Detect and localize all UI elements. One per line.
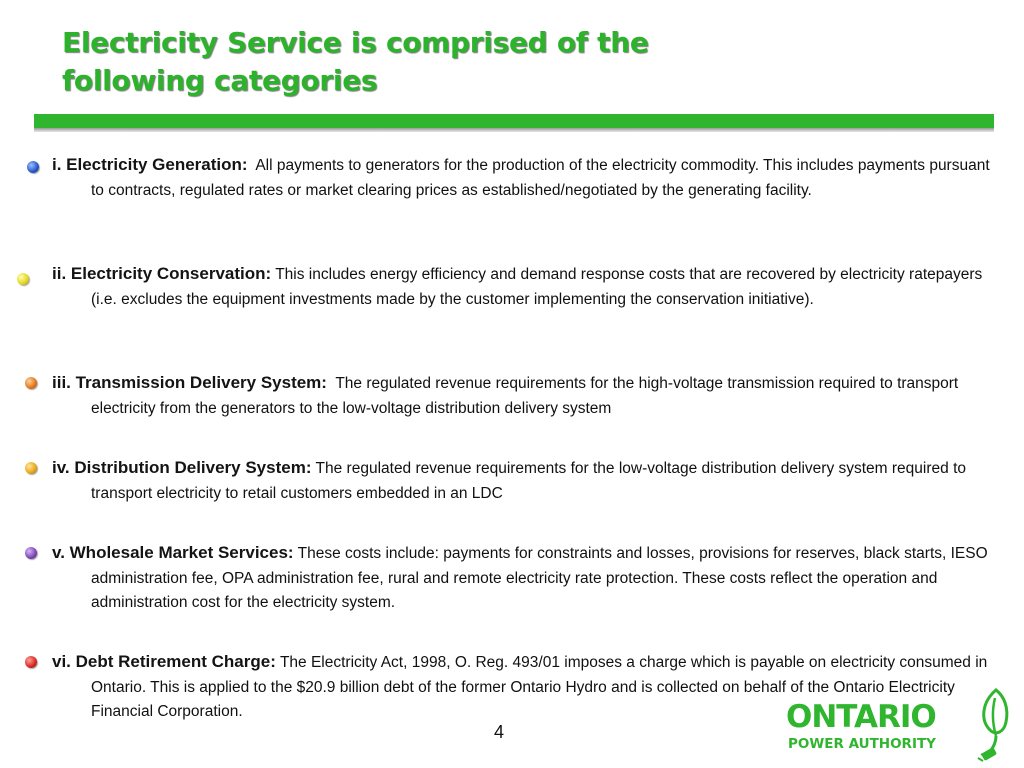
list-item-generation [52, 153, 993, 203]
logo-wordmark-power-authority: POWER AUTHORITY [788, 736, 936, 752]
item-heading: ii. Electricity Conservation [52, 264, 266, 283]
item-heading: vi. Debt Retirement Charge [52, 652, 271, 671]
title-line-1: Electricity Service is comprised of the [62, 26, 649, 59]
leaf-plug-icon [974, 686, 1020, 766]
item-body: The Electricity Act, 1998, O. Reg. 493/01 imposes a charge which is payable on electricity consumed in Ontario. This is applied to the $20.9 billion debt of the former Ontario Hydro and is collected on behalf of the Ontario Electricity Financial Corporation. [91, 654, 988, 720]
bullet-dot-yellow [17, 273, 29, 285]
item-body: These costs include: payments for constraints and losses, provisions for reserves, black starts, IESO administration fee, OPA administration fee, rural and remote electricity rate protection. These costs reflect the operation and administration cost for the electricity system. [91, 545, 988, 611]
list-item-transmission [52, 371, 993, 421]
title-line-2: following categories [62, 64, 378, 97]
logo-wordmark-ontario: ONTARIO [786, 699, 936, 735]
item-heading-colon: : [321, 373, 327, 392]
bullet-dot-orange [25, 377, 37, 389]
bullet-dot-red [25, 656, 37, 668]
bullet-dot-purple [25, 547, 37, 559]
item-heading: iii. Transmission Delivery System [52, 373, 322, 392]
item-heading-colon: : [265, 264, 272, 283]
item-heading: iv. Distribution Delivery System [52, 458, 306, 477]
bullet-dot-blue [27, 161, 39, 173]
list-item-conservation [52, 262, 993, 312]
item-body: All payments to generators for the production of the electricity commodity. This includes payments pursuant to contracts, regulated rates or market clearing prices as established/negotiated by the generating facility. [91, 157, 990, 199]
page-number: 4 [494, 722, 505, 742]
item-body: This includes energy efficiency and demand response costs that are recovered by electricity ratepayers (i.e. excludes the equipment investments made by the customer implementing the conservation initiative). [91, 266, 983, 308]
item-heading-colon: : [270, 652, 276, 671]
ontario-power-authority-logo [786, 686, 1020, 766]
bullet-dot-gold [25, 462, 37, 474]
item-body: The regulated revenue requirements for the high-voltage transmission required to transport electricity from the generators to the low-voltage distribution delivery system [91, 375, 959, 417]
item-heading: v. Wholesale Market Services: [52, 543, 294, 562]
list-item-distribution [52, 456, 993, 506]
item-body: The regulated revenue requirements for the low-voltage distribution delivery system required to transport electricity to retail customers embedded in an LDC [91, 460, 967, 502]
item-heading-colon: : [305, 458, 312, 477]
list-item-wholesale [52, 541, 993, 616]
item-heading: i. Electricity Generation: [52, 155, 248, 174]
